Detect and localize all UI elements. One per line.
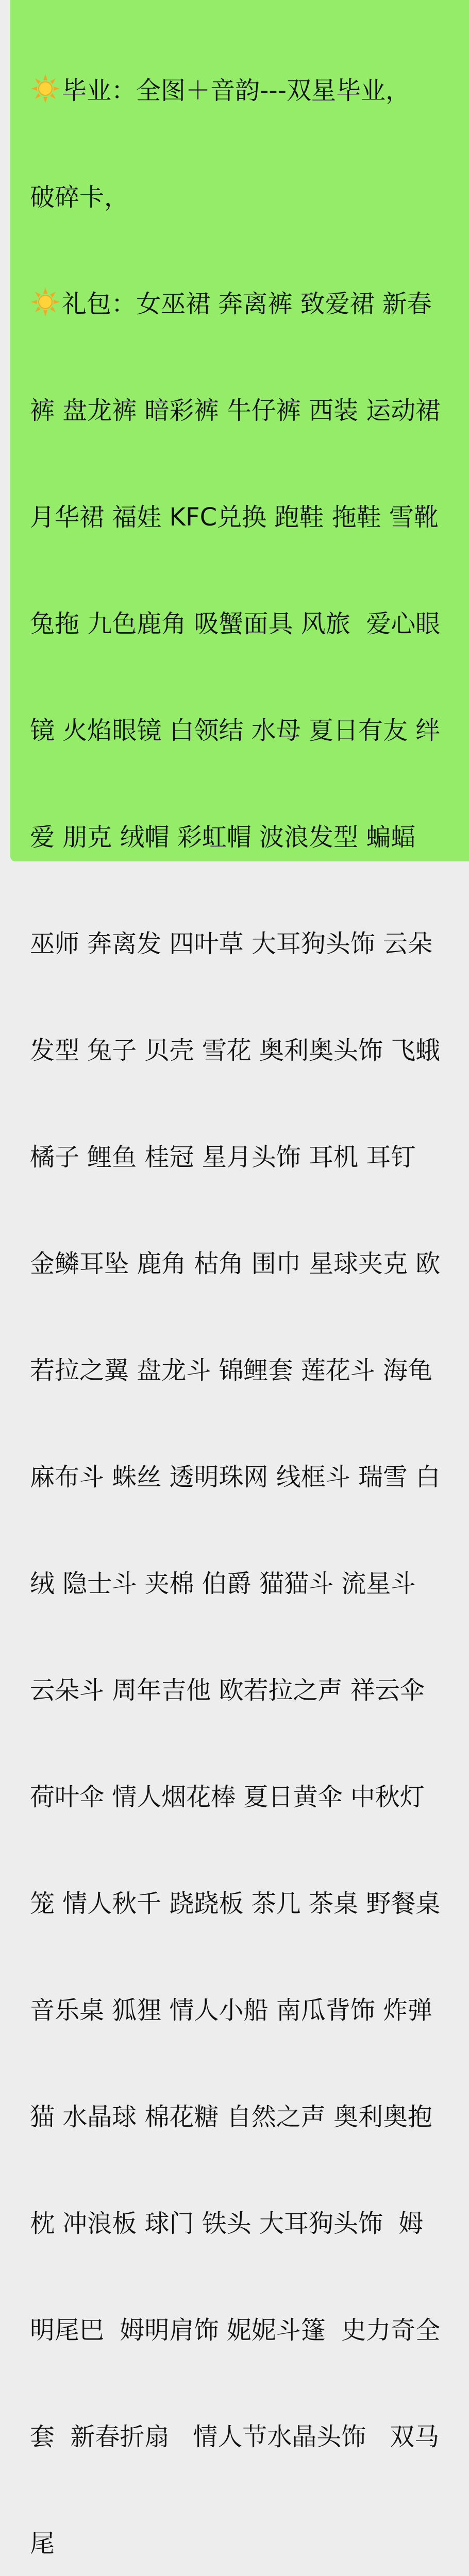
text-line: 金鳞耳坠 鹿角 枯角 围巾 星球夹克 欧 xyxy=(30,1249,441,1278)
text-line: 橘子 鲤鱼 桂冠 星月头饰 耳机 耳钉 xyxy=(30,1143,416,1172)
sun-icon xyxy=(30,286,61,317)
text-line: 巫师 奔离发 四叶草 大耳狗头饰 云朵 xyxy=(30,929,433,958)
text-line: 月华裙 福娃 KFC兑换 跑鞋 拖鞋 雪靴 xyxy=(30,503,439,532)
text-line: 裤 盘龙裤 暗彩裤 牛仔裤 西装 运动裙 xyxy=(30,396,441,425)
text-line: 兔拖 九色鹿角 吸蟹面具 风旅 爱心眼 xyxy=(30,609,441,638)
graduation-text: 毕业：全图＋音韵---双星毕业， xyxy=(62,76,410,105)
message-bubble[interactable] xyxy=(10,0,469,2558)
gift-line xyxy=(30,286,463,322)
text-line: 枕 冲浪板 球门 铁头 大耳狗头饰 姆 xyxy=(30,2209,424,2238)
text-line: 尾 xyxy=(30,2529,55,2558)
text-line: 音乐桌 狐狸 情人小船 南瓜背饰 炸弹 xyxy=(30,1996,433,2025)
text-line: 爱 朋克 绒帽 彩虹帽 波浪发型 蝙蝠 xyxy=(30,823,416,852)
text-line: 发型 兔子 贝壳 雪花 奥利奥头饰 飞蛾 xyxy=(30,1036,441,1065)
sun-icon xyxy=(30,73,61,104)
text-line: 云朵斗 周年吉他 欧若拉之声 祥云伞 xyxy=(30,1676,425,1705)
text-line: 笼 情人秋千 跷跷板 茶几 茶桌 野餐桌 xyxy=(30,1889,441,1918)
text-line: 绒 隐士斗 夹棉 伯爵 猫猫斗 流星斗 xyxy=(30,1569,416,1598)
text-line: 猫 水晶球 棉花糖 自然之声 奥利奥抱 xyxy=(30,2103,433,2131)
gift-text: 礼包：女巫裙 奔离裤 致爱裙 新春 xyxy=(62,290,432,318)
graduation-line xyxy=(30,73,463,109)
text-line: 明尾巴 姆明肩饰 妮妮斗篷 史力奇全 xyxy=(30,2316,441,2345)
graduation-line-2: 破碎卡， xyxy=(30,183,129,212)
text-line: 若拉之翼 盘龙斗 锦鲤套 莲花斗 海龟 xyxy=(30,1356,433,1385)
text-line: 镜 火焰眼镜 白领结 水母 夏日有友 绊 xyxy=(30,716,441,745)
text-line: 套 新春折扇 情人节水晶头饰 双马 xyxy=(30,2422,440,2451)
text-line: 麻布斗 蛛丝 透明珠网 线框斗 瑞雪 白 xyxy=(30,1463,441,1492)
text-line: 荷叶伞 情人烟花棒 夏日黄伞 中秋灯 xyxy=(30,1783,425,1811)
message-text xyxy=(30,0,463,2576)
